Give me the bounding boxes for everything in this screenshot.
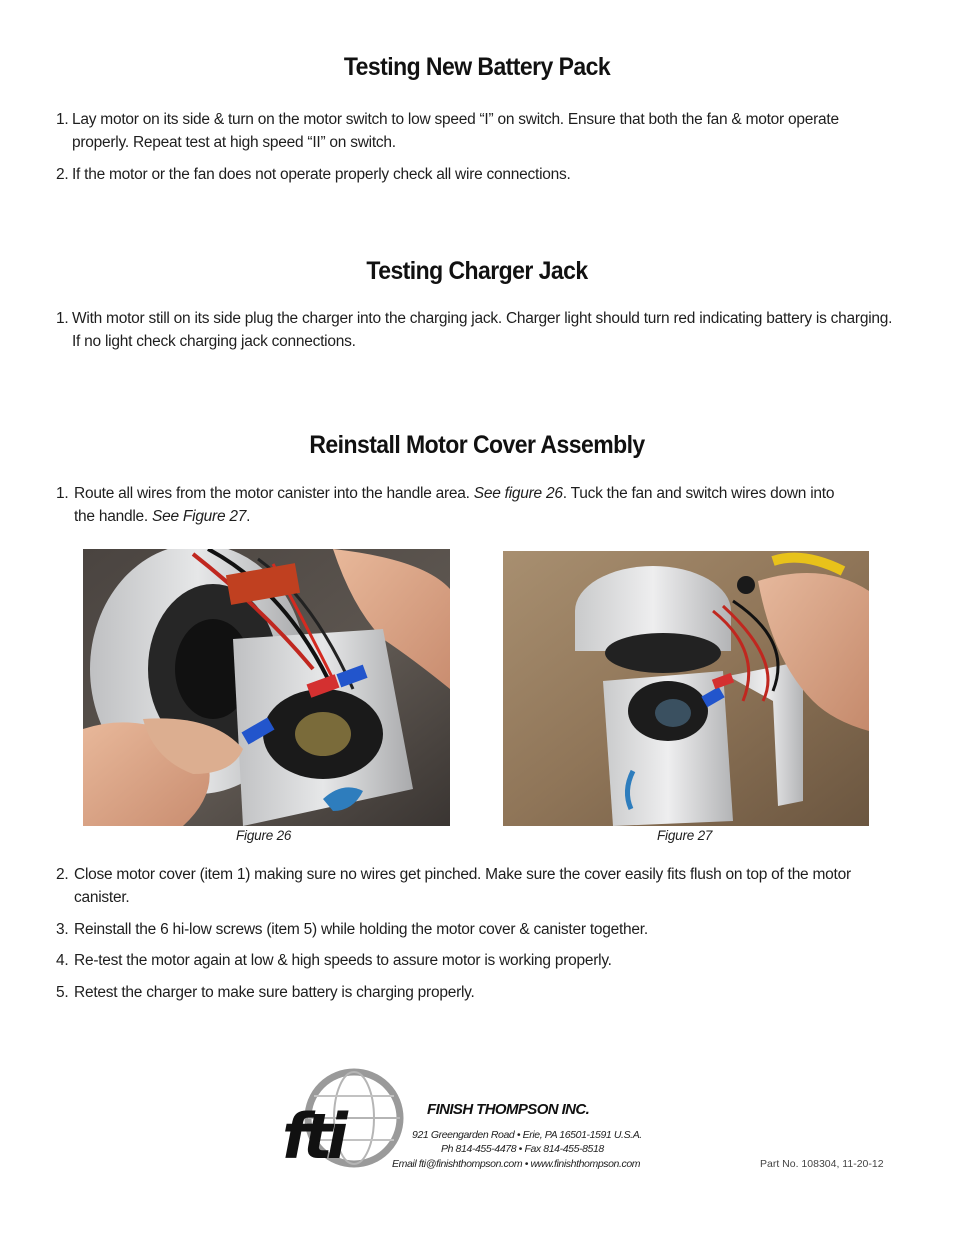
step-text: Retest the charger to make sure battery is charging properly.	[74, 984, 475, 1001]
motor-wiring-photo-illustration	[83, 549, 450, 826]
list-item	[56, 949, 898, 972]
step-number: 2.	[56, 166, 69, 183]
step-number: 3.	[56, 921, 69, 938]
figure-reference: See figure 26	[473, 485, 563, 502]
list-item	[56, 108, 898, 154]
figure-27-photo	[503, 551, 869, 826]
step-text: Lay motor on its side & turn on the motor switch to low speed “I” on switch. Ensure that both the fan & motor operate properly. Repeat test at high speed “II” on switch.	[72, 111, 839, 151]
figure-26-caption: Figure 26	[236, 828, 292, 843]
section-title-testing-battery: Testing New Battery Pack	[343, 53, 611, 81]
list-item	[56, 163, 898, 186]
company-phone: Ph 814-455-4478 • Fax 814-455-8518	[441, 1143, 604, 1155]
list-item	[56, 482, 856, 528]
company-address: 921 Greengarden Road • Erie, PA 16501-1591 U.S.A.	[412, 1129, 642, 1141]
step-number: 1.	[56, 310, 69, 327]
step-text-part: .	[246, 508, 251, 525]
company-email: Email fti@finishthompson.com • www.finishthompson.com	[392, 1158, 641, 1170]
step-text: With motor still on its side plug the charger into the charging jack. Charger light should turn red indicating battery is charging. If no light check charging jack connections.	[72, 310, 893, 350]
motor-cover-photo-illustration	[503, 551, 869, 826]
step-number: 1.	[56, 485, 69, 502]
fti-logo	[280, 1068, 410, 1172]
logo-text: fti	[282, 1100, 342, 1172]
step-text-part: . Tuck the fan and switch wires down into the handle.	[74, 485, 835, 525]
step-number: 1.	[56, 111, 69, 128]
step-number: 5.	[56, 984, 69, 1001]
step-text: Close motor cover (item 1) making sure no wires get pinched. Make sure the cover easily fits flush on top of the motor canister.	[74, 866, 851, 906]
figure-27-caption: Figure 27	[657, 828, 713, 843]
step-text	[56, 482, 856, 528]
globe-icon	[280, 1068, 410, 1172]
step-number: 2.	[56, 866, 69, 883]
list-item	[56, 307, 898, 353]
list-item	[56, 863, 898, 909]
list-item	[56, 981, 898, 1004]
list-item	[56, 918, 898, 941]
step-text: Re-test the motor again at low & high speeds to assure motor is working properly.	[74, 952, 612, 969]
figure-reference: See Figure 27	[152, 508, 247, 525]
section-title-reinstall-cover: Reinstall Motor Cover Assembly	[309, 431, 645, 459]
company-name: FINISH THOMPSON INC.	[427, 1101, 590, 1118]
figure-26-photo	[83, 549, 450, 826]
step-text: Reinstall the 6 hi-low screws (item 5) while holding the motor cover & canister together.	[74, 921, 648, 938]
step-text-part: Route all wires from the motor canister into the handle area.	[74, 485, 474, 502]
step-number: 4.	[56, 952, 69, 969]
step-text: If the motor or the fan does not operate properly check all wire connections.	[72, 166, 571, 183]
part-number: Part No. 108304, 11-20-12	[760, 1158, 884, 1170]
section-title-testing-charger: Testing Charger Jack	[366, 257, 588, 285]
